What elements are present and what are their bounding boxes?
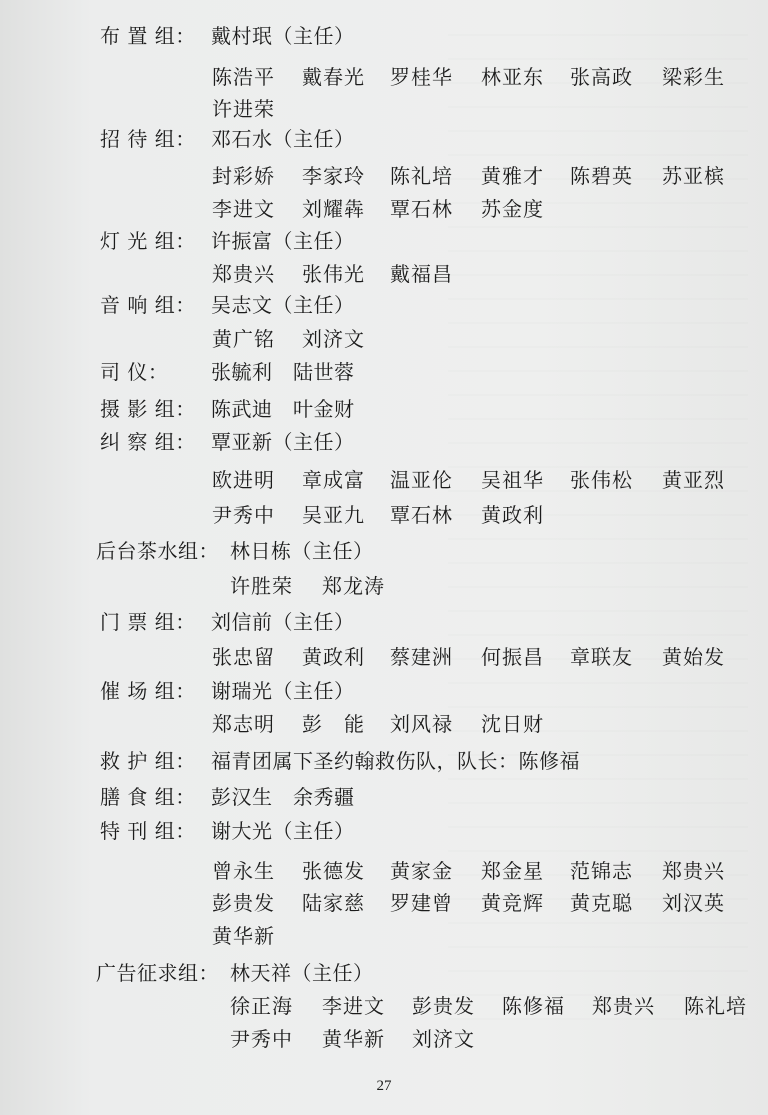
member-name: 刘济文 bbox=[412, 1027, 475, 1051]
member-name: 覃石林 bbox=[390, 197, 453, 221]
member-name: 郑贵兴 bbox=[592, 994, 655, 1018]
group-label: 门 票 组： bbox=[100, 610, 196, 634]
member-name: 温亚伦 bbox=[390, 468, 453, 492]
group-row bbox=[0, 957, 768, 989]
group-head: 覃亚新（主任） bbox=[211, 430, 355, 454]
group-label: 广告征求组： bbox=[96, 961, 219, 985]
member-name: 苏金度 bbox=[481, 197, 544, 221]
member-name: 郑金星 bbox=[481, 859, 544, 883]
member-name: 黄始发 bbox=[662, 645, 725, 669]
group-label: 司 仪： bbox=[100, 360, 169, 384]
member-name: 覃石林 bbox=[390, 503, 453, 527]
member-name: 吴亚九 bbox=[302, 503, 365, 527]
member-name: 张伟松 bbox=[570, 468, 633, 492]
member-name: 彭 能 bbox=[302, 712, 365, 736]
member-name: 刘济文 bbox=[302, 327, 365, 351]
member-name: 张伟光 bbox=[302, 262, 365, 286]
member-name: 曾永生 bbox=[212, 859, 275, 883]
member-name: 林亚东 bbox=[481, 65, 544, 89]
member-name: 黄政利 bbox=[481, 503, 544, 527]
member-name: 李进文 bbox=[322, 994, 385, 1018]
member-name: 李家玲 bbox=[302, 164, 365, 188]
member-row bbox=[0, 1023, 768, 1055]
group-row bbox=[0, 225, 768, 257]
member-name: 黄家金 bbox=[390, 859, 453, 883]
member-row bbox=[0, 708, 768, 740]
member-name: 黄政利 bbox=[302, 645, 365, 669]
member-name: 罗桂华 bbox=[390, 65, 453, 89]
group-row bbox=[0, 20, 768, 52]
group-label: 摄 影 组： bbox=[100, 397, 196, 421]
group-head: 谢瑞光（主任） bbox=[211, 679, 355, 703]
member-name: 沈日财 bbox=[481, 712, 544, 736]
member-name: 张德发 bbox=[302, 859, 365, 883]
group-label: 膳 食 组： bbox=[100, 785, 196, 809]
group-row bbox=[0, 745, 768, 777]
member-name: 章成富 bbox=[302, 468, 365, 492]
member-name: 郑龙涛 bbox=[322, 574, 385, 598]
member-name: 罗建曾 bbox=[390, 891, 453, 915]
group-label: 催 场 组： bbox=[100, 679, 196, 703]
member-row bbox=[0, 464, 768, 496]
member-row bbox=[0, 323, 768, 355]
member-name: 许进荣 bbox=[212, 97, 275, 121]
member-row bbox=[0, 61, 768, 93]
member-name: 陈修福 bbox=[502, 994, 565, 1018]
member-name: 陈碧英 bbox=[570, 164, 633, 188]
member-name: 黄亚烈 bbox=[662, 468, 725, 492]
group-label: 纠 察 组： bbox=[100, 430, 196, 454]
member-name: 戴春光 bbox=[302, 65, 365, 89]
member-row bbox=[0, 93, 768, 125]
group-label: 灯 光 组： bbox=[100, 229, 196, 253]
member-row bbox=[0, 258, 768, 290]
member-row bbox=[0, 193, 768, 225]
member-name: 章联友 bbox=[570, 645, 633, 669]
group-row bbox=[0, 356, 768, 388]
group-row bbox=[0, 606, 768, 638]
member-name: 刘汉英 bbox=[662, 891, 725, 915]
member-name: 戴福昌 bbox=[390, 262, 453, 286]
page-number: 27 bbox=[376, 1078, 392, 1094]
member-row bbox=[0, 570, 768, 602]
member-name: 尹秀中 bbox=[212, 503, 275, 527]
member-name: 欧进明 bbox=[212, 468, 275, 492]
group-head: 张毓利 陆世蓉 bbox=[211, 360, 355, 384]
member-row bbox=[0, 920, 768, 952]
group-label: 后台茶水组： bbox=[96, 539, 219, 563]
member-name: 范锦志 bbox=[570, 859, 633, 883]
member-name: 黄雅才 bbox=[481, 164, 544, 188]
member-name: 蔡建洲 bbox=[390, 645, 453, 669]
member-row bbox=[0, 855, 768, 887]
group-row bbox=[0, 815, 768, 847]
group-head: 福青团属下圣约翰救伤队，队长：陈修福 bbox=[211, 749, 580, 773]
group-head: 许振富（主任） bbox=[211, 229, 355, 253]
group-row bbox=[0, 426, 768, 458]
member-name: 刘风禄 bbox=[390, 712, 453, 736]
member-name: 郑贵兴 bbox=[662, 859, 725, 883]
group-head: 邓石水（主任） bbox=[211, 127, 355, 151]
member-name: 黄竞辉 bbox=[481, 891, 544, 915]
member-name: 陆家慈 bbox=[302, 891, 365, 915]
member-name: 陈浩平 bbox=[212, 65, 275, 89]
member-name: 张忠留 bbox=[212, 645, 275, 669]
group-row bbox=[0, 123, 768, 155]
member-name: 刘耀犇 bbox=[302, 197, 365, 221]
member-name: 黄克聪 bbox=[570, 891, 633, 915]
group-row bbox=[0, 535, 768, 567]
group-row bbox=[0, 781, 768, 813]
group-row bbox=[0, 393, 768, 425]
member-name: 张高政 bbox=[570, 65, 633, 89]
member-name: 黄广铭 bbox=[212, 327, 275, 351]
member-name: 彭贵发 bbox=[212, 891, 275, 915]
group-head: 陈武迪 叶金财 bbox=[211, 397, 355, 421]
member-name: 黄华新 bbox=[322, 1027, 385, 1051]
group-head: 刘信前（主任） bbox=[211, 610, 355, 634]
member-row bbox=[0, 160, 768, 192]
member-name: 郑志明 bbox=[212, 712, 275, 736]
group-label: 布 置 组： bbox=[100, 24, 196, 48]
group-head: 戴村珉（主任） bbox=[211, 24, 355, 48]
member-name: 陈礼培 bbox=[684, 994, 747, 1018]
group-label: 救 护 组： bbox=[100, 749, 196, 773]
member-name: 徐正海 bbox=[230, 994, 293, 1018]
group-head: 林天祥（主任） bbox=[230, 961, 374, 985]
member-row bbox=[0, 641, 768, 673]
group-label: 特 刊 组： bbox=[100, 819, 196, 843]
group-label: 音 响 组： bbox=[100, 293, 196, 317]
group-head: 林日栋（主任） bbox=[230, 539, 374, 563]
group-head: 彭汉生 余秀疆 bbox=[211, 785, 355, 809]
member-name: 苏亚槟 bbox=[662, 164, 725, 188]
member-name: 陈礼培 bbox=[390, 164, 453, 188]
member-name: 梁彩生 bbox=[662, 65, 725, 89]
member-row bbox=[0, 887, 768, 919]
member-name: 彭贵发 bbox=[412, 994, 475, 1018]
member-name: 何振昌 bbox=[481, 645, 544, 669]
group-row bbox=[0, 289, 768, 321]
group-head: 谢大光（主任） bbox=[211, 819, 355, 843]
member-name: 吴祖华 bbox=[481, 468, 544, 492]
member-row bbox=[0, 990, 768, 1022]
member-name: 李进文 bbox=[212, 197, 275, 221]
group-head: 吴志文（主任） bbox=[211, 293, 355, 317]
member-row bbox=[0, 499, 768, 531]
member-name: 尹秀中 bbox=[230, 1027, 293, 1051]
member-name: 黄华新 bbox=[212, 924, 275, 948]
member-name: 许胜荣 bbox=[230, 574, 293, 598]
member-name: 封彩娇 bbox=[212, 164, 275, 188]
member-name: 郑贵兴 bbox=[212, 262, 275, 286]
group-row bbox=[0, 675, 768, 707]
group-label: 招 待 组： bbox=[100, 127, 196, 151]
